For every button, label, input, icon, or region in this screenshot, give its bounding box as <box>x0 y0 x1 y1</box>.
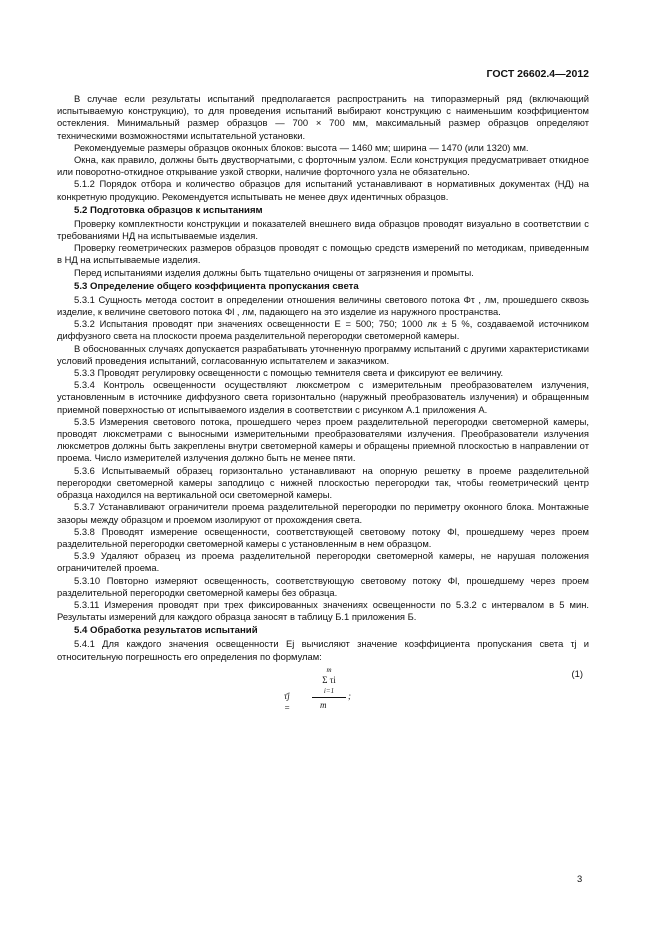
section-heading-5-2: 5.2 Подготовка образцов к испытаниям <box>74 204 263 216</box>
paragraph: 5.3.9 Удаляют образец из проема разделительной перегородки светомерной камеры, не нарушая положения ограничителей проема. <box>57 550 589 574</box>
paragraph: 5.3.7 Устанавливают ограничители проема разделительной перегородки по периметру оконного блока. Монтажные зазоры между образцом и проемом изолируют от прохождения света. <box>57 501 589 525</box>
paragraph: 5.3.11 Измерения проводят при трех фиксированных значениях освещенности по 5.3.2 с интервалом в 5 мин. Результаты измерений для каждого образца заносят в таблицу Б.1 приложения Б. <box>57 598 589 623</box>
equation-number: (1) <box>571 667 583 679</box>
fraction-bar <box>312 697 346 698</box>
paragraph: В случае если результаты испытаний предполагается распространить на типоразмерный ряд (включающий испытываемую конструкцию), то для проведения испытаний выбирают конструкцию с наименьшим коэффициентом остекления. Минимальный размер образцов — 700 × 700 мм, максимальный размер образцов определяют техническими возможностями испытательной установки. <box>57 93 589 141</box>
formula-lhs: τ̄j = <box>284 690 291 713</box>
paragraph: В обоснованных случаях допускается разрабатывать уточненную программу испытаний с другими характеристиками условий проведения испытаний, согласованную испытателем и заказчиком. <box>57 342 589 366</box>
sum-upper-limit: m <box>326 665 332 674</box>
paragraph: Проверку комплектности конструкции и показателей внешнего вида образцов проводят визуально в соответствии с требованиями НД на испытываемые изделия. <box>57 217 589 242</box>
paragraph: 5.3.8 Проводят измерение освещенности, соответствующей световому потоку Φl, прошедшему через проем разделительной перегородки светомерной камеры с установленным в нем образцом. <box>57 525 589 549</box>
paragraph: 5.1.2 Порядок отбора и количество образцов для испытаний устанавливают в нормативных документах (НД) на конкретную продукцию. Рекомендуется испытывать не менее двух идентичных образцов. <box>57 178 589 202</box>
paragraph: 5.3.10 Повторно измеряют освещенность, соответствующую световому потоку Φl, прошедшему через проем разделительной перегородки светомерной камеры без образца. <box>57 574 589 598</box>
paragraph: 5.3.5 Измерения светового потока, прошедшего через проем разделительной перегородки светомерной камеры, проводят люксметрами с выносными измерительными преобразователями излучения. Преобразователи излучения люксметров должны быть закреплены внутри светомерной камеры и обращены приемной плоскостью в направлении от проема. Число измерителей излучения должно быть не менее пяти. <box>57 415 589 464</box>
section-heading-5-3: 5.3 Определение общего коэффициента пропускания света <box>74 280 359 292</box>
formula-numerator <box>314 666 344 695</box>
section-heading-5-4: 5.4 Обработка результатов испытаний <box>74 625 258 637</box>
paragraph: 5.4.1 Для каждого значения освещенности Ej вычисляют значение коэффициента пропускания света τj и относительную погрешность его определения по формулам: <box>57 638 589 662</box>
paragraph: 5.3.6 Испытываемый образец горизонтально устанавливают на опорную решетку в проеме разделительной перегородки светомерной камеры заподлицо с нижней плоскостью перегородки так, чтобы геометрический центр образца находился на вертикальной оси светомерной камеры. <box>57 464 589 501</box>
sum-lower-limit: i=1 <box>323 686 335 695</box>
formula-1 <box>57 666 589 718</box>
paragraph: Проверку геометрических размеров образцов проводят с помощью средств измерений по методикам, приведенным в НД на испытываемые изделия. <box>57 242 589 266</box>
paragraph: 5.3.2 Испытания проводят при значениях освещенности E = 500; 750; 1000 лк ± 5 %, создаваемой источником диффузного света на плоскости проема разделительной перегородки светомерной камеры. <box>57 318 589 342</box>
sum-expression: Σ τi <box>322 674 336 685</box>
formula-denominator: m <box>320 699 327 710</box>
paragraph: 5.3.1 Сущность метода состоит в определении отношения величины светового потока Φτ , лм, прошедшего сквозь изделие, к величине светового потока Φl , лм, падающего на это изделие из наружного пространства. <box>57 293 589 318</box>
paragraph: Рекомендуемые размеры образцов оконных блоков: высота — 1460 мм; ширина — 1470 (или 1320) мм. <box>74 141 529 153</box>
paragraph: 5.3.4 Контроль освещенности осуществляют люксметром с измерительным преобразователем излучения, установленным в источнике диффузного света горизонтально (наружный преобразователь излучения) и обращенным приемной поверхностью от испытываемого изделия в соответствии с рисунком А.1 приложения А. <box>57 379 589 415</box>
paragraph: Окна, как правило, должны быть двустворчатыми, с форточным узлом. Если конструкция предусматривает откидное или поворотно-откидное открывание узкой створки, наличие форточного узла не обязательно. <box>57 154 589 178</box>
formula-suffix: ; <box>348 690 351 701</box>
paragraph: Перед испытаниями изделия должны быть тщательно очищены от загрязнения и промыты. <box>74 266 474 278</box>
page-number: 3 <box>577 873 583 884</box>
document-body <box>57 93 589 718</box>
document-code-header: ГОСТ 26602.4—2012 <box>486 68 589 80</box>
paragraph: 5.3.3 Проводят регулировку освещенности с помощью темнителя света и фиксируют ее величину. <box>74 367 504 379</box>
